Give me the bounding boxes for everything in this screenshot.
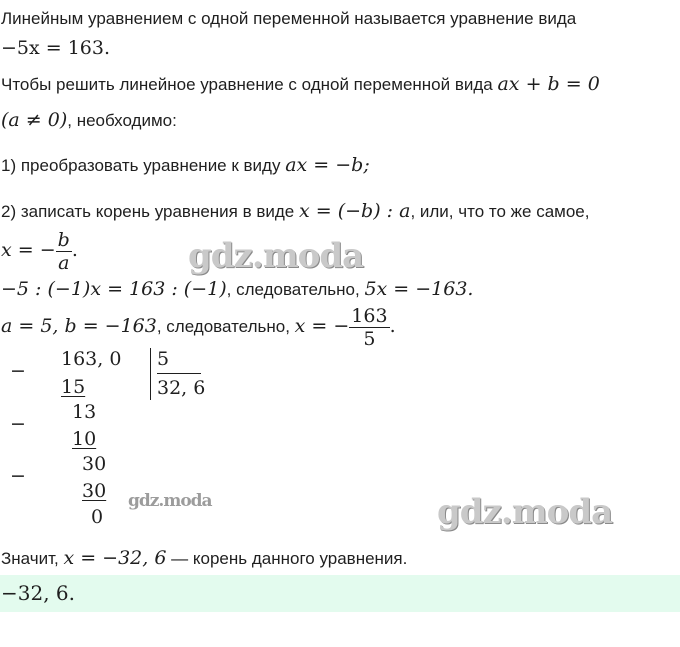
step1-formula: ax = −b; <box>285 154 370 176</box>
method-text: Чтобы решить линейное уравнение с одной переменной вида <box>1 75 493 94</box>
root-formula <box>1 228 78 274</box>
coef-root-prefix: x = − <box>294 315 350 337</box>
transform-mid: , следовательно, <box>226 280 360 299</box>
division-remainder-1: 13 <box>72 401 97 423</box>
division-divisor: 5 <box>157 348 170 370</box>
coef-fraction <box>349 305 389 350</box>
root-numerator: b <box>57 229 70 252</box>
definition-text: Линейным уравнением с одной переменной называется уравнение вида <box>1 9 577 28</box>
conclusion-prefix: Значит, <box>1 549 59 568</box>
division-sub-2: 10 <box>72 428 97 450</box>
method-condition-line <box>1 109 177 132</box>
answer-value: −32, 6. <box>1 581 76 605</box>
coef-mid: , следовательно, <box>156 317 290 336</box>
watermark-large-top: gdz.moda <box>188 236 364 276</box>
watermark-small: gdz.moda <box>128 491 212 511</box>
step2 <box>1 200 589 223</box>
conclusion-suffix: — корень данного уравнения. <box>166 549 408 568</box>
equation: −5x = 163. <box>1 37 111 59</box>
root-prefix: x = − <box>1 239 56 261</box>
transform-formula: −5 : (−1)x = 163 : (−1) <box>1 278 227 300</box>
transform-result: 5x = −163. <box>364 278 474 300</box>
division-final-remainder: 0 <box>91 506 104 528</box>
method-formula: ax + b = 0 <box>497 73 600 95</box>
transform-line <box>1 278 473 301</box>
method-line <box>1 73 600 96</box>
division-sub-3: 30 <box>82 480 107 502</box>
coef-numerator: 163 <box>351 305 388 328</box>
step2-suffix: , или, что то же самое, <box>410 202 590 221</box>
method-necessary: , необходимо: <box>67 111 177 130</box>
step1-text: 1) преобразовать уравнение к виду <box>1 156 281 175</box>
division-dividend: 163, 0 <box>61 348 122 370</box>
division-minus-2: − <box>10 413 26 435</box>
step1 <box>1 154 370 177</box>
answer-box <box>0 575 680 612</box>
coef-suffix: . <box>389 315 396 337</box>
root-suffix: . <box>71 239 78 261</box>
step2-text: 2) записать корень уравнения в виде <box>1 202 295 221</box>
conclusion <box>1 547 407 570</box>
watermark-large-bottom: gdz.moda <box>437 492 613 532</box>
step2-formula: x = (−b) : a <box>299 200 411 222</box>
root-fraction <box>56 229 72 274</box>
method-condition: (a ≠ 0) <box>1 109 68 131</box>
division-minus-3: − <box>10 465 26 487</box>
division-vertical-bar <box>150 348 151 400</box>
conclusion-formula: x = −32, 6 <box>63 547 167 569</box>
division-horizontal-bar <box>157 373 201 374</box>
division-minus-1: − <box>10 360 26 382</box>
coef-formula: a = 5, b = −163 <box>1 315 157 337</box>
coef-denominator: 5 <box>363 328 376 351</box>
division-sub-1: 15 <box>61 376 86 398</box>
division-quotient: 32, 6 <box>157 377 206 399</box>
root-denominator: a <box>58 252 70 275</box>
coef-line <box>1 304 396 350</box>
division-remainder-2: 30 <box>82 453 107 475</box>
